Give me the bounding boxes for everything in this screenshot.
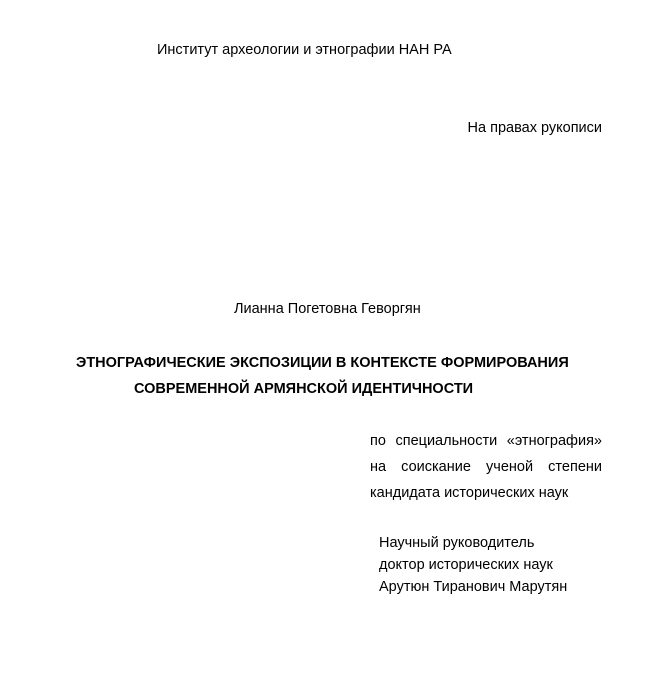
- institute-name: Институт археологии и этнографии НАН РА: [157, 42, 452, 58]
- specialty-line-1: по специальности «этнография»: [370, 433, 602, 449]
- title-line-1: ЭТНОГРАФИЧЕСКИЕ ЭКСПОЗИЦИИ В КОНТЕКСТЕ ФОРМИРОВАНИЯ: [76, 355, 569, 371]
- specialty-line-2: на соискание ученой степени: [370, 459, 602, 475]
- specialty-block: [370, 428, 602, 506]
- advisor-block: [379, 532, 567, 598]
- manuscript-note: На правах рукописи: [467, 120, 602, 136]
- title-line-2: СОВРЕМЕННОЙ АРМЯНСКОЙ ИДЕНТИЧНОСТИ: [134, 381, 474, 397]
- author-name: Лианна Погетовна Геворгян: [234, 301, 421, 317]
- specialty-line-3: кандидата исторических наук: [370, 485, 569, 501]
- advisor-degree: доктор исторических наук: [379, 557, 553, 573]
- advisor-name: Арутюн Тиранович Марутян: [379, 579, 568, 595]
- advisor-role: Научный руководитель: [379, 535, 535, 551]
